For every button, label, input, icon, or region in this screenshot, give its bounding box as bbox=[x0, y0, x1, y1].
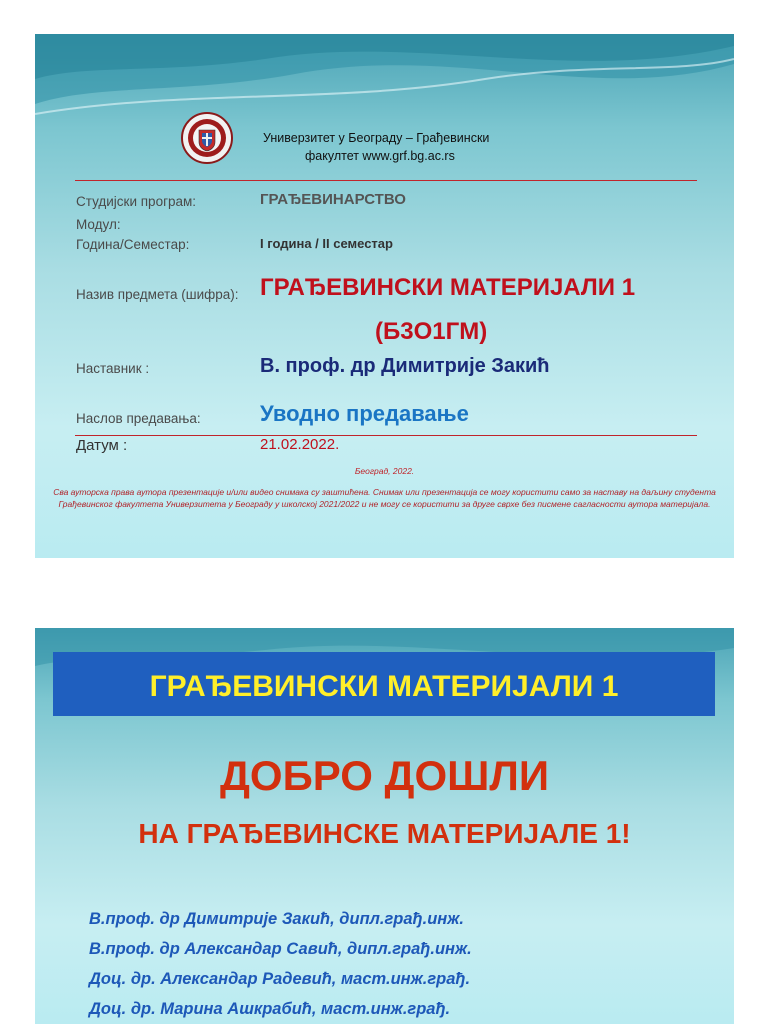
header-divider bbox=[75, 180, 697, 181]
date-value: 21.02.2022. bbox=[260, 436, 340, 453]
year-value: I година / II семестар bbox=[260, 236, 393, 251]
university-line2: факултет www.grf.bg.ac.rs bbox=[305, 149, 455, 163]
lecture-title-label: Наслов предавања: bbox=[76, 411, 201, 426]
staff-member: Доц. др. Александар Радевић, маст.инж.грађ. bbox=[89, 970, 471, 988]
university-line1: Универзитет у Београду – Грађевински bbox=[263, 131, 490, 145]
year-label: Година/Семестар: bbox=[76, 237, 190, 252]
banner-title: ГРАЂЕВИНСКИ МАТЕРИЈАЛИ 1 bbox=[149, 670, 619, 703]
staff-member: В.проф. др Александар Савић, дипл.грађ.инж. bbox=[89, 940, 472, 958]
subject-value: ГРАЂЕВИНСКИ МАТЕРИЈАЛИ 1 bbox=[260, 274, 636, 301]
course-banner bbox=[53, 652, 715, 716]
university-seal-logo bbox=[181, 108, 233, 168]
copyright-notice: Сва ауторска права аутора презентације и/или видео снимака су заштићена. Снимак или презентација се могу користити само за наставу на даљину студента Грађевинског факултета Универзитета у Београду у школској 2021/2022 и не могу се користити за друге сврхе без писмене сагласности аутора материјала. bbox=[53, 487, 716, 509]
place-year: Београд, 2022. bbox=[354, 466, 415, 476]
staff-member: Доц. др. Марина Ашкрабић, маст.инж.грађ. bbox=[89, 1000, 451, 1018]
date-label: Датум : bbox=[76, 437, 128, 454]
wave-decoration bbox=[35, 34, 734, 124]
module-label: Модул: bbox=[76, 217, 121, 232]
teacher-value: В. проф. др Димитрије Закић bbox=[260, 355, 550, 377]
university-name bbox=[263, 129, 489, 165]
subject-code: (Б3О1ГМ) bbox=[375, 318, 488, 345]
date-divider bbox=[75, 435, 697, 436]
welcome-heading: ДОБРО ДОШЛИ bbox=[219, 752, 550, 799]
title-slide bbox=[35, 34, 734, 558]
subject-label: Назив предмета (шифра): bbox=[76, 287, 239, 302]
staff-member: В.проф. др Димитрије Закић, дипл.грађ.инж. bbox=[89, 910, 464, 928]
teacher-label: Наставник : bbox=[76, 361, 150, 376]
welcome-subheading: НА ГРАЂЕВИНСКЕ МАТЕРИЈАЛЕ 1! bbox=[138, 818, 631, 849]
program-label: Студијски програм: bbox=[76, 194, 197, 209]
welcome-slide bbox=[35, 628, 734, 1024]
program-value: ГРАЂЕВИНАРСТВО bbox=[260, 191, 406, 208]
lecture-title-value: Уводно предавање bbox=[260, 401, 469, 426]
